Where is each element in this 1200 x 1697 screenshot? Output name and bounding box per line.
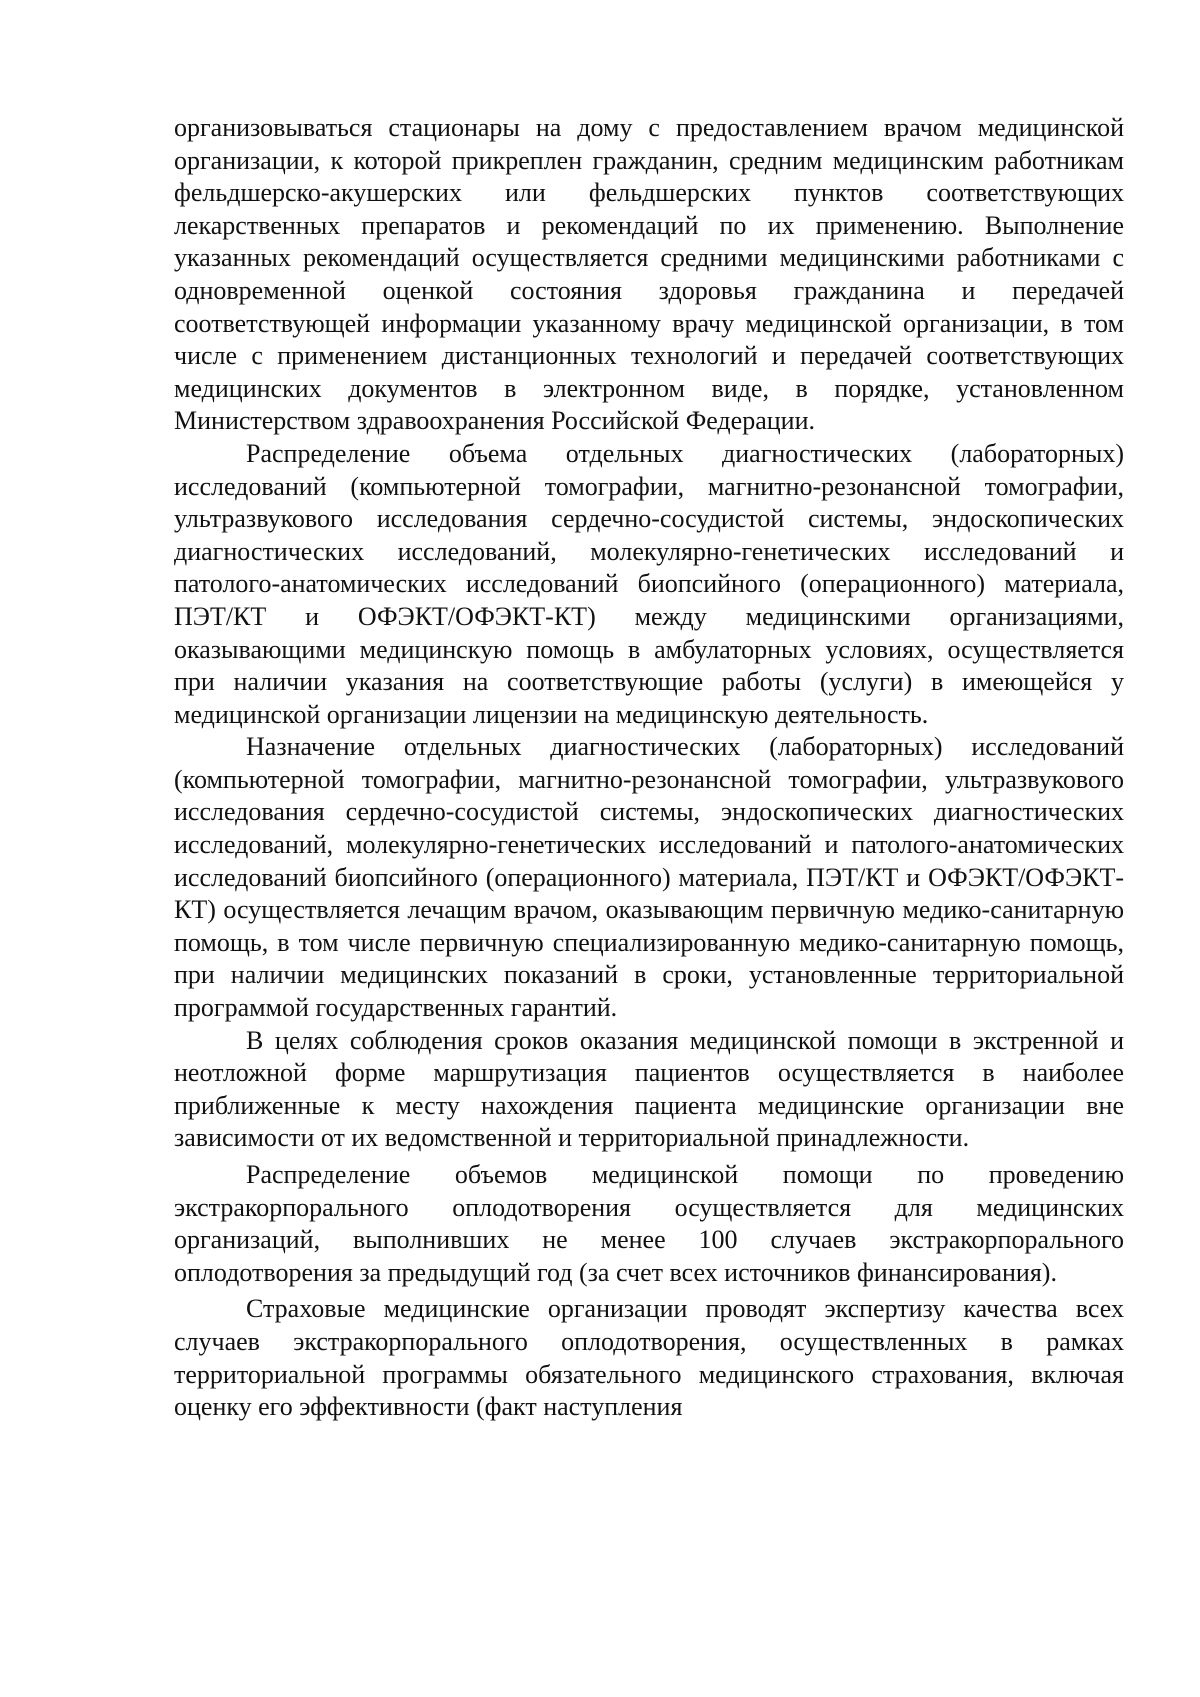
paragraph-home-hospitals: организовываться стационары на дому с предоставлением врачом медицинской организации, к которой прикреплен гражданин, средним медицинским работникам фельдшерско-акушерских или фельдшерских пунктов соответствующих лекарственных препаратов и рекомендаций по их применению. Выполнение указанных рекомендаций осуществляется средними медицинскими работниками с одновременной оценкой состояния здоровья гражданина и передачей соответствующей информации указанному врачу медицинской организации, в том числе с применением дистанционных технологий и передачей соответствующих медицинских документов в электронном виде, в порядке, установленном Министерством здравоохранения Российской Федерации.: [174, 113, 1124, 436]
paragraph-diagnostics-distribution: Распределение объема отдельных диагностических (лабораторных) исследований (компьютерной томографии, магнитно-резонансной томографии, ультразвукового исследования сердечно-сосудистой системы, эндоскопических диагностических исследований, молекулярно-генетических исследований и патолого-анатомических исследований биопсийного (операционного) материала, ПЭТ/КТ и ОФЭКТ/ОФЭКТ-КТ) между медицинскими организациями, оказывающими медицинскую помощь в амбулаторных условиях, осуществляется при наличии указания на соответствующие работы (услуги) в имеющейся у медицинской организации лицензии на медицинскую деятельность.: [174, 438, 1124, 729]
paragraph-ivf-distribution: Распределение объемов медицинской помощи по проведению экстракорпорального оплодотворения осуществляется для медицинских организаций, выполнивших не менее 100 случаев экстракорпорального оплодотворения за предыдущий год (за счет всех источников финансирования).: [174, 1160, 1124, 1287]
paragraph-emergency-routing: В целях соблюдения сроков оказания медицинской помощи в экстренной и неотложной форме маршрутизация пациентов осуществляется в наиболее приближенные к месту нахождения пациента медицинские организации вне зависимости от их ведомственной и территориальной принадлежности.: [174, 1025, 1124, 1153]
paragraph-diagnostics-prescription: Назначение отдельных диагностических (лабораторных) исследований (компьютерной томографии, магнитно-резонансной томографии, ультразвукового исследования сердечно-сосудистой системы, эндоскопических диагностических исследований, молекулярно-генетических исследований и патолого-анатомических исследований биопсийного (операционного) материала, ПЭТ/КТ и ОФЭКТ/ОФЭКТ-КТ) осуществляется лечащим врачом, оказывающим первичную медико-санитарную помощь, в том числе первичную специализированную медико-санитарную помощь, при наличии медицинских показаний в сроки, установленные территориальной программой государственных гарантий.: [174, 732, 1124, 1023]
document-body: [174, 112, 1124, 1424]
paragraph-ivf-quality-expertise: Страховые медицинские организации проводят экспертизу качества всех случаев экстракорпорального оплодотворения, осуществленных в рамках территориальной программы обязательного медицинского страхования, включая оценку его эффективности (факт наступления: [174, 1294, 1124, 1422]
